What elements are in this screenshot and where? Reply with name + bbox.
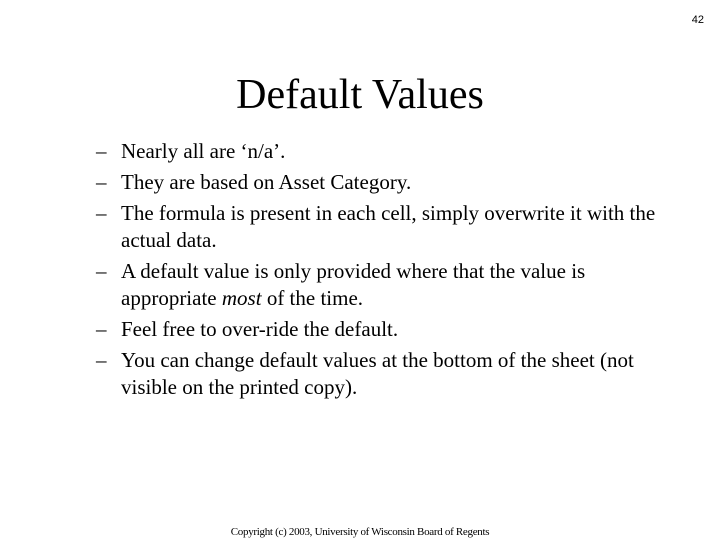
bullet-text [121,258,666,312]
list-item [96,347,666,401]
bullet-text: They are based on Asset Category. [121,170,412,194]
list-item [96,138,666,165]
slide-title: Default Values [236,72,484,118]
list-item [96,200,666,254]
list-item [96,169,666,196]
bullet-list [96,138,666,405]
emphasis-text: most [221,286,262,310]
bullet-dash: – [96,139,107,163]
bullet-text: The formula is present in each cell, simply overwrite it with the actual data. [121,201,656,252]
page-number: 42 [691,14,704,26]
copyright-footer: Copyright (c) 2003, University of Wisconsin Board of Regents [230,526,490,538]
bullet-dash: – [96,259,107,283]
bullet-text: You can change default values at the bottom of the sheet (not visible on the printed copy). [121,348,634,399]
bullet-dash: – [96,317,107,341]
bullet-dash: – [96,170,107,194]
bullet-dash: – [96,201,107,225]
list-item [96,316,666,343]
list-item [96,258,666,312]
bullet-text-after: of the time. [261,286,364,310]
bullet-text: Nearly all are ‘n/a’. [121,139,286,163]
bullet-text: Feel free to over-ride the default. [121,317,399,341]
bullet-dash: – [96,348,107,372]
bullet-text-before: A default value is only provided where that the value is appropriate [121,259,586,310]
